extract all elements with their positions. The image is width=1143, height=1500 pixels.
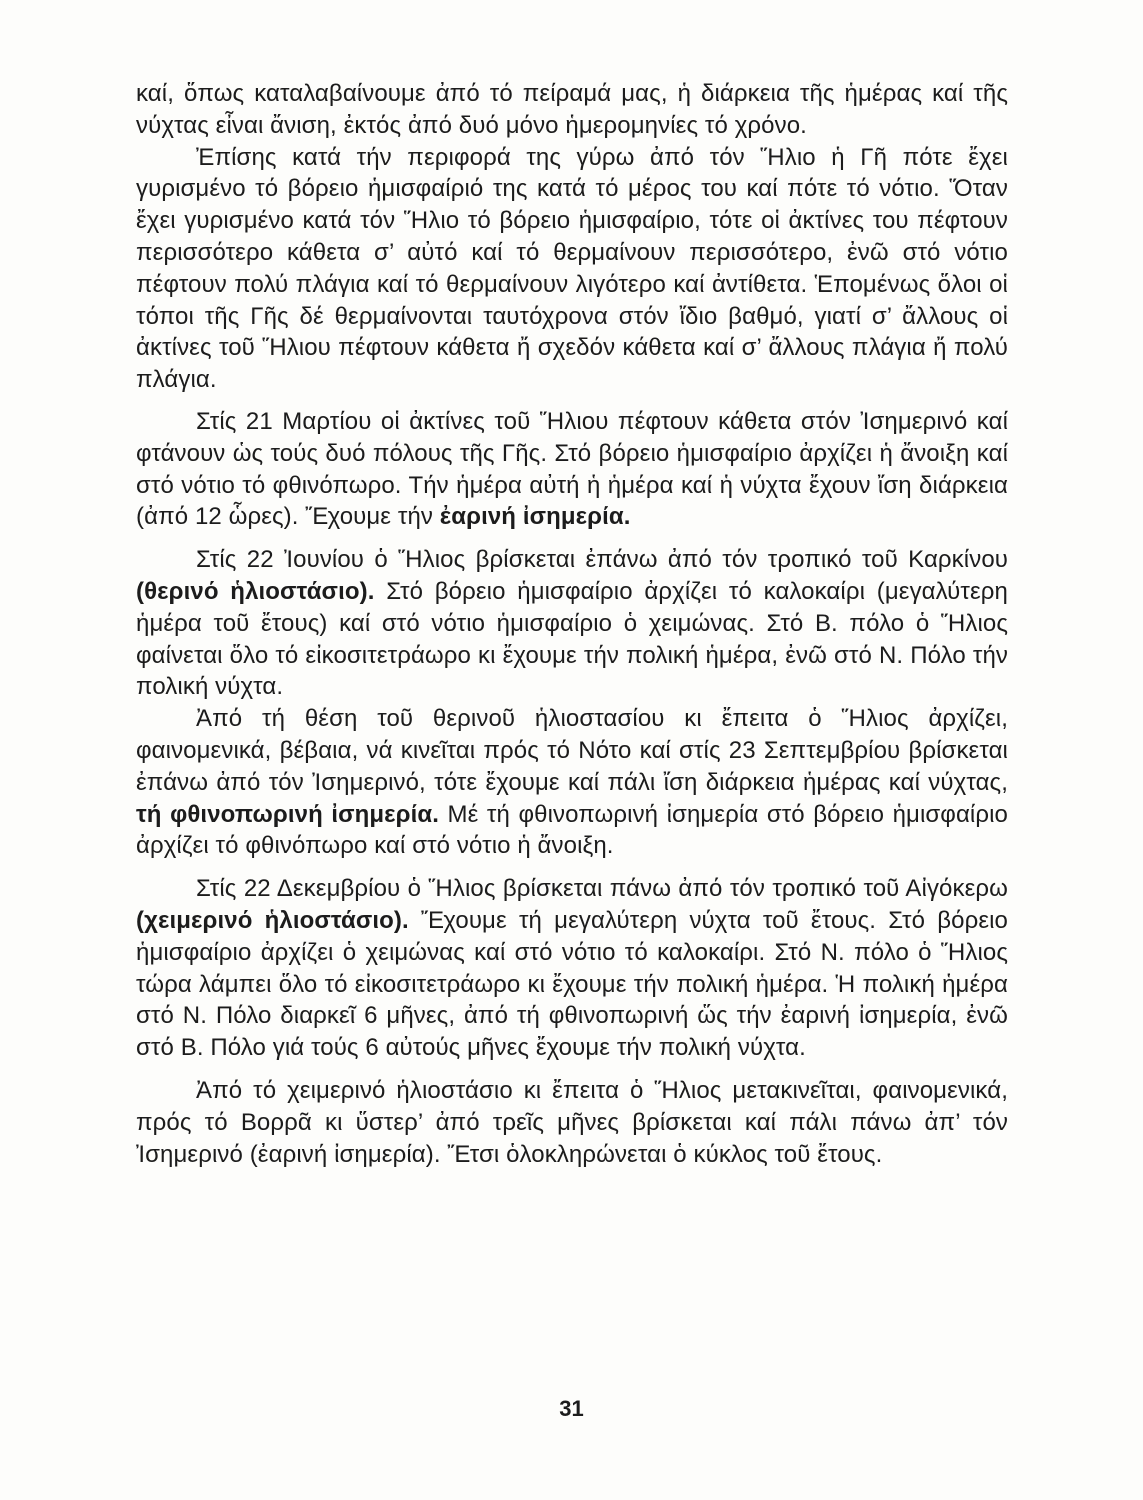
paragraph-3-text: Στίς 21 Μαρτίου οἱ ἀκτίνες τοῦ Ἥλιου πέφτουν κάθετα στόν Ἰσημερινό καί φτάνουν ὡς τούς δυό πόλους τῆς Γῆς. Στό βόρειο ἡμισφαίριο ἀρχίζει ἡ ἄνοιξη καί στό νότιο τό φθινόπωρο. Τήν ἡμέρα αὐτή ἡ ἡμέρα καί ἡ νύχτα ἔχουν ἴση διάρκεια (ἀπό 12 ὧρες). Ἔχουμε τήν [136, 407, 1008, 531]
paragraph-4-text-b: Στό βόρειο ἡμισφαίριο ἀρχίζει τό καλοκαίρι (μεγαλύτερη ἡμέρα τοῦ ἔτους) καί στό νότιο ἡμισφαίριο ὁ χειμώνας. Στό Β. πόλο ὁ Ἥλιος φαίνεται ὅλο τό εἰκοσιτετράωρο κι ἔχουμε τήν πολική ἡμέρα, ἐνῶ στό Ν. Πόλο τήν πολική νύχτα. [136, 577, 1008, 701]
paragraph-2-text: Ἐπίσης κατά τήν περιφορά της γύρω ἀπό τόν Ἥλιο ἡ Γῆ πότε ἔχει γυρισμένο τό βόρειο ἡμισφαίριό της κατά τό μέρος του καί πότε τό νότιο. Ὅταν ἔχει γυρισμένο κατά τόν Ἥλιο τό βόρειο ἡμισφαίριο, τότε οἱ ἀκτίνες του πέφτουν περισσότερο κάθετα σ’ αὐτό καί τό θερμαίνουν περισσότερο, ἐνῶ στό νότιο πέφτουν πολύ πλάγια καί τό θερμαίνουν λιγότερο καί ἀντίθετα. Ἑπομένως ὅλοι οἱ τόποι τῆς Γῆς δέ θερμαίνονται ταυτόχρονα στόν ἴδιο βαθμό, γιατί σ’ ἄλλους οἱ ἀκτίνες τοῦ Ἥλιου πέφτουν κάθετα ἤ σχεδόν κάθετα καί σ’ ἄλλους πλάγια ἤ πολύ πλάγια. [136, 143, 1008, 394]
paragraph-2 [136, 142, 1008, 396]
paragraph-7-text: Ἀπό τό χειμερινό ἡλιοστάσιο κι ἔπειτα ὁ Ἥλιος μετακινεῖται, φαινομενικά, πρός τό Βορρᾶ κι ὕστερ’ ἀπό τρεῖς μῆνες βρίσκεται καί πάλι πάνω ἀπ’ τόν Ἰσημερινό (ἐαρινή ἰσημερία). Ἔτσι ὁλοκληρώνεται ὁ κύκλος τοῦ ἔτους. [136, 1076, 1008, 1168]
page-body [136, 78, 1008, 1181]
paragraph-3 [136, 406, 1008, 533]
paragraph-6 [136, 873, 1008, 1064]
paragraph-7 [136, 1075, 1008, 1170]
paragraph-6-text-a: Στίς 22 Δεκεμβρίου ὁ Ἥλιος βρίσκεται πάνω ἀπό τόν τροπικό τοῦ Αἰγόκερω [196, 875, 1008, 903]
term-summer-solstice: (θερινό ἡλιοστάσιο). [136, 577, 375, 605]
paragraph-4-text-a: Στίς 22 Ἰουνίου ὁ Ἥλιος βρίσκεται ἐπάνω ἀπό τόν τροπικό τοῦ Καρκίνου [196, 546, 1008, 574]
term-autumn-equinox: τή φθινοπωρινή ἰσημερία. [136, 800, 440, 828]
term-spring-equinox: ἐαρινή ἰσημερία. [439, 503, 631, 531]
term-winter-solstice: (χειμερινό ἡλιοστάσιο). [136, 906, 409, 934]
page-number: 31 [559, 1396, 584, 1421]
paragraph-6-text-b: Ἔχουμε τή μεγαλύτερη νύχτα τοῦ ἔτους. Στό βόρειο ἡμισφαίριο ἀρχίζει ὁ χειμώνας καί στό νότιο τό καλοκαίρι. Στό Ν. πόλο ὁ Ἥλιος τώρα λάμπει ὅλο τό εἰκοσιτετράωρο κι ἔχουμε τήν πολική ἡμέρα. Ἡ πολική ἡμέρα στό Ν. Πόλο διαρκεῖ 6 μῆνες, ἀπό τή φθινοπωρινή ὥς τήν ἐαρινή ἰσημερία, ἐνῶ στό Β. Πόλο γιά τούς 6 αὐτούς μῆνες ἔχουμε τήν πολική νύχτα. [136, 906, 1008, 1062]
paragraph-1-text: καί, ὅπως καταλαβαίνουμε ἀπό τό πείραμά μας, ἡ διάρκεια τῆς ἡμέρας καί τῆς νύχτας εἶναι ἄνιση, ἐκτός ἀπό δυό μόνο ἡμερομηνίες τό χρόνο. [136, 80, 1008, 139]
paragraph-4 [136, 544, 1008, 703]
paragraph-5-text-a: Ἀπό τή θέση τοῦ θερινοῦ ἡλιοστασίου κι ἔπειτα ὁ Ἥλιος ἀρχίζει, φαινομενικά, βέβαια, νά κινεῖται πρός τό Νότο καί στίς 23 Σεπτεμβρίου βρίσκεται ἐπάνω ἀπό τόν Ἰσημερινό, τότε ἔχουμε καί πάλι ἴση διάρκεια ἡμέρας καί νύχτας, [136, 705, 1008, 796]
paragraph-1 [136, 78, 1008, 142]
paragraph-5 [136, 703, 1008, 862]
paragraph-5-text-b: Μέ τή φθινοπωρινή ἰσημερία στό βόρειο ἡμισφαίριο ἀρχίζει τό φθινόπωρο καί στό νότιο ἡ ἄνοιξη. [136, 800, 1008, 860]
